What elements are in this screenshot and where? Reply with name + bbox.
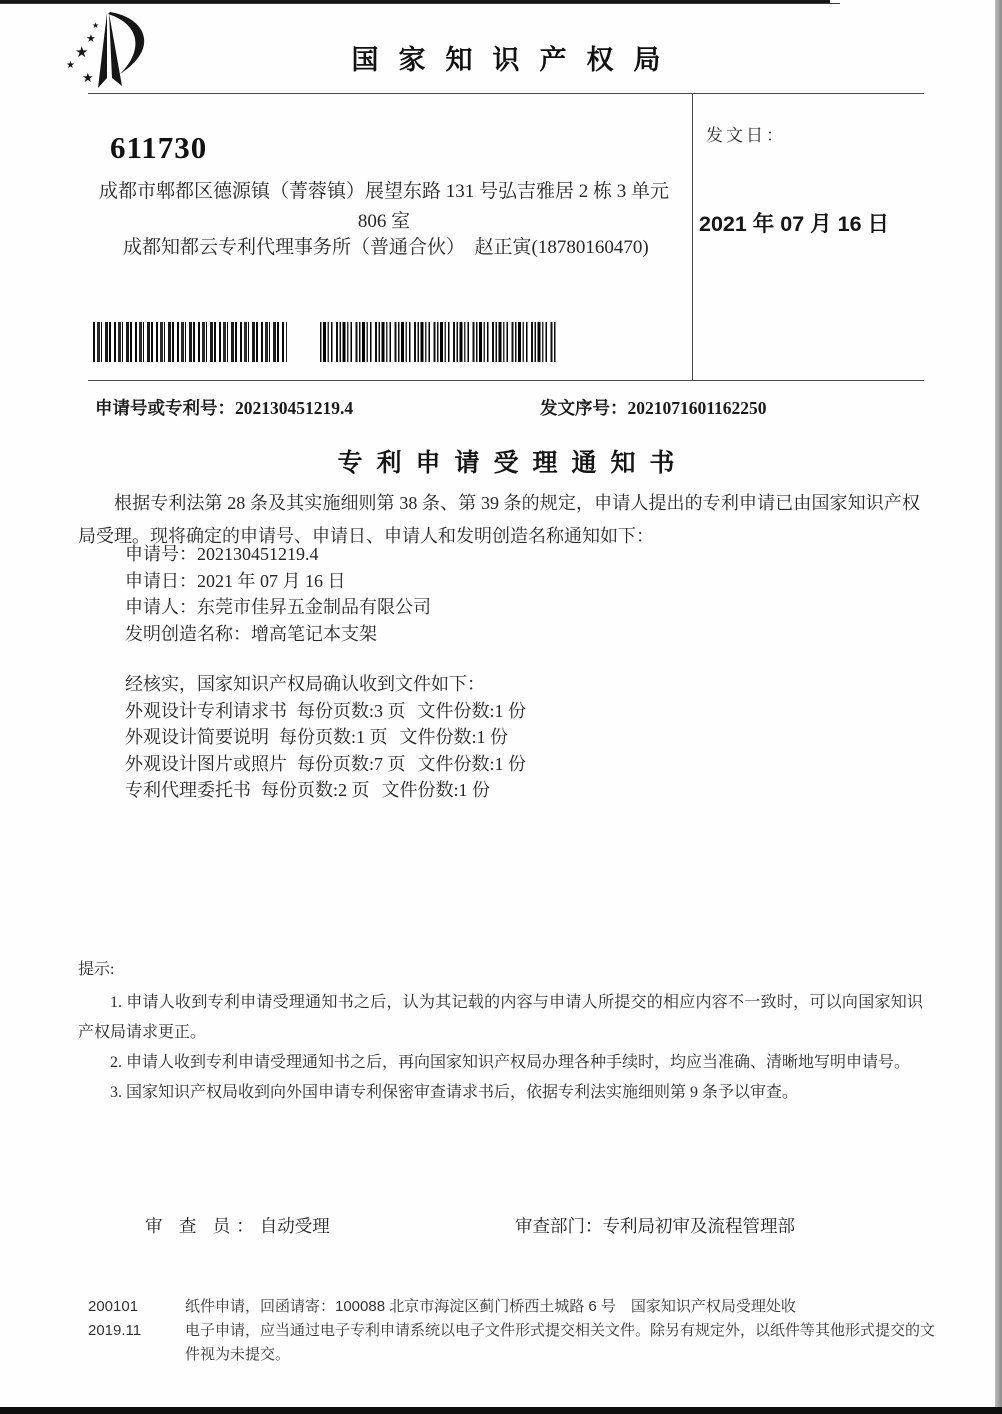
field-row-filing-date: 申请日：2021 年 07 月 16 日 [125, 570, 346, 591]
form-code-block [88, 1295, 141, 1343]
form-code: 200101 [88, 1298, 139, 1315]
signoff-row [78, 1213, 918, 1238]
field-row-application-number: 申请号：202130451219.4 [125, 544, 319, 564]
form-date: 2019.11 [88, 1322, 142, 1339]
electronic-filing-line: 电子申请，应当通过电子专利申请系统以电子文件形式提交相关文件。除另有规定外，以纸件等其他形式提交的文件视为未提交。 [185, 1322, 936, 1363]
mailing-code: 611730 [110, 130, 208, 165]
issue-date-value: 2021 年 07 月 16 日 [699, 212, 890, 236]
svg-text:★: ★ [92, 21, 100, 30]
examiner-label: 审 查 员： [145, 1216, 260, 1236]
department-value: 专利局初审及流程管理部 [602, 1216, 795, 1236]
barcode-right [320, 322, 556, 362]
mailing-recipient: 成都知都云专利代理事务所（普通合伙） 赵正寅(18780160470) [123, 237, 649, 258]
field-row-invention-title: 发明创造名称：增高笔记本支架 [125, 623, 377, 644]
received-file-row: 外观设计图片或照片 每份页数:7 页 文件份数:1 份 [125, 753, 527, 774]
issue-date-label: 发文日： [706, 126, 786, 145]
field-row-applicant: 申请人：东莞市佳昇五金制品有限公司 [125, 597, 431, 617]
department-label: 审查部门： [515, 1216, 603, 1236]
document-title: 专利申请受理通知书 [337, 449, 689, 477]
application-number-value: 202130451219.4 [235, 398, 354, 418]
barcode-left [93, 322, 287, 362]
scan-edge-bottom [0, 1407, 1002, 1414]
header-divider [88, 93, 924, 94]
svg-text:★: ★ [86, 32, 96, 45]
agency-title: 国家知识产权局 [351, 45, 681, 75]
application-fields [125, 541, 431, 647]
department-pair [515, 1213, 795, 1238]
received-file-row: 外观设计专利请求书 每份页数:3 页 文件份数:1 份 [125, 700, 527, 721]
serial-number-value: 2021071601162250 [627, 398, 767, 418]
serial-number-label: 发文序号： [540, 398, 628, 418]
svg-text:★: ★ [66, 60, 75, 71]
received-documents [125, 671, 526, 804]
examiner-value: 自动受理 [259, 1216, 330, 1236]
examiner-pair [145, 1216, 330, 1236]
reference-row [95, 395, 917, 420]
paper-filing-line: 纸件申请，回函请寄：100088 北京市海淀区蓟门桥西土城路 6 号 国家知识产权局受理处收 [185, 1298, 796, 1315]
notice-intro-paragraph: 根据专利法第 28 条及其实施细则第 38 条、第 39 条的规定，申请人提出的专利申请已由国家知识产权局受理。现将确定的申请号、申请日、申请人和发明创造名称通知如下： [78, 493, 920, 546]
footer-divider [0, 3, 840, 4]
mailing-address-line2: 806 室 [357, 211, 411, 232]
tip-item-3: 3. 国家知识产权局收到向外国申请专利保密审查请求书后，依据专利法实施细则第 9 条予以审查。 [110, 1084, 799, 1101]
received-file-row: 外观设计简要说明 每份页数:1 页 文件份数:1 份 [125, 727, 509, 747]
tips-section [78, 956, 923, 1108]
svg-text:★: ★ [82, 71, 94, 86]
footer-instructions [185, 1295, 935, 1367]
received-file-row: 专利代理委托书 每份页数:2 页 文件份数:1 份 [125, 780, 491, 800]
tip-item-2: 2. 申请人收到专利申请受理通知书之后，再向国家知识产权局办理各种手续时，均应当准确、清晰地写明申请号。 [110, 1054, 911, 1071]
svg-text:★: ★ [75, 43, 89, 61]
received-intro: 经核实，国家知识产权局确认收到文件如下： [125, 674, 485, 694]
scan-edge-right [995, 0, 1002, 1414]
section-divider [88, 380, 924, 381]
tips-heading: 提示: [78, 961, 115, 978]
application-number-label: 申请号或专利号： [95, 398, 235, 418]
tip-item-1: 1. 申请人收到专利申请受理通知书之后，认为其记载的内容与申请人所提交的相应内容不一致时，可以向国家知识产权局请求更正。 [78, 994, 923, 1041]
mailing-address-line1: 成都市郫都区德源镇（菁蓉镇）展望东路 131 号弘吉雅居 2 栋 3 单元 [98, 181, 669, 202]
date-box-divider [692, 93, 693, 380]
